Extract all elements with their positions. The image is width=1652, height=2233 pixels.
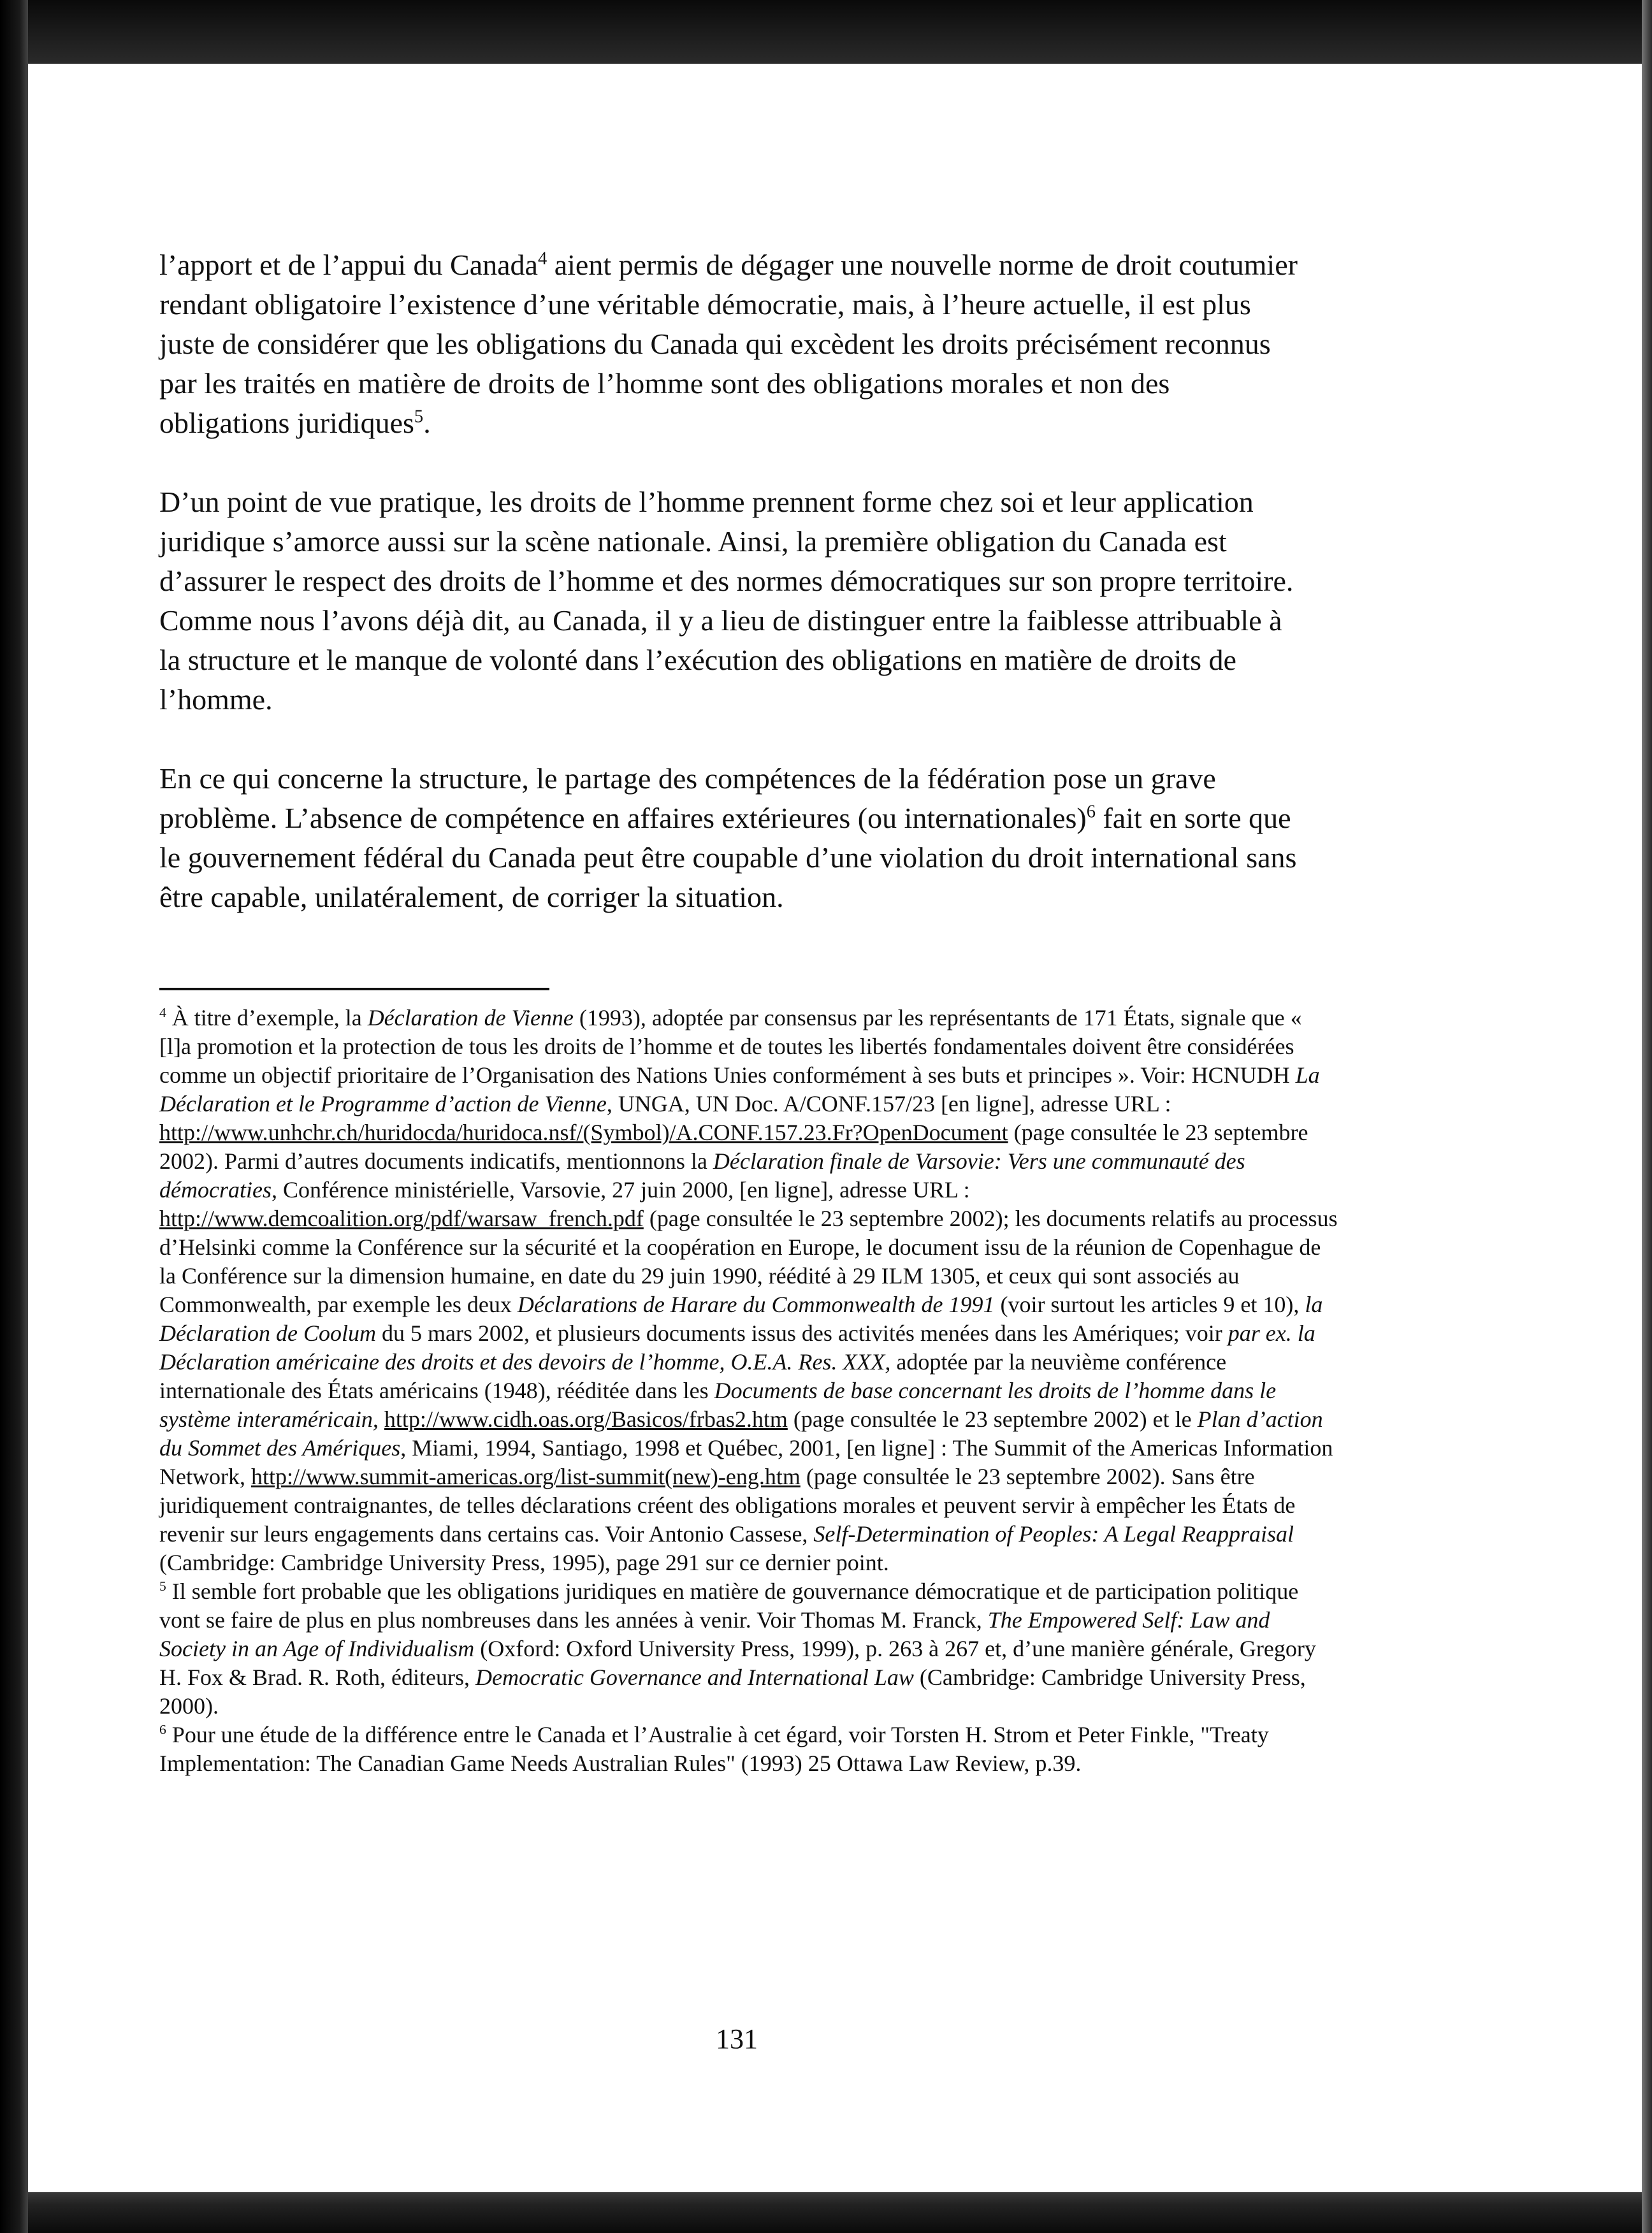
footnote-4 xyxy=(159,1004,1338,1577)
footnote-number: 6 xyxy=(159,1722,166,1737)
footnote-text: Il semble fort probable que les obligations juridiques en matière de gouvernance démocratique et de participation politique vont se faire de plus en plus nombreuses dans les années à venir. Voir Thomas M. Franck, xyxy=(159,1579,1299,1633)
footnote-title: Plan d’action du Sommet des Amériques xyxy=(159,1406,1323,1461)
footnote-title: Documents de base concernant les droits de l’homme dans le système interaméricain, xyxy=(159,1378,1277,1432)
paragraph-2: D’un point de vue pratique, les droits de l’homme prennent forme chez soi et leur application juridique s’amorce aussi sur la scène nationale. Ainsi, la première obligation du Canada est d’assurer le respect des droits de l’homme et des normes démocratiques sur son propre territoire. Comme nous l’avons déjà dit, au Canada, il y a lieu de distinguer entre la faiblesse attribuable à la structure et le manque de volonté dans l’exécution des obligations en matière de droits de l’homme. xyxy=(159,486,1294,716)
footnote-5 xyxy=(159,1577,1338,1721)
footnotes xyxy=(159,1004,1338,1778)
footnote-text: À titre d’exemple, la xyxy=(166,1005,368,1030)
footnote-separator xyxy=(159,988,549,990)
footnote-number: 4 xyxy=(159,1005,166,1020)
footnote-title: The Empowered Self: Law and Society in an Age of Individualism xyxy=(159,1607,1270,1661)
scan-edge-right xyxy=(1642,0,1652,2233)
paragraph-1 xyxy=(159,245,1300,443)
footnote-title: La Déclaration et le Programme d’action de Vienne xyxy=(159,1062,1320,1116)
footnote-ref-5: 5 xyxy=(414,407,424,427)
footnote-title: Democratic Governance and International Law xyxy=(475,1665,914,1690)
paragraph-1-end: . xyxy=(423,407,431,439)
footnote-title: Déclaration de Vienne xyxy=(367,1005,574,1030)
footnote-ref-4: 4 xyxy=(537,249,547,269)
page-number: 131 xyxy=(716,2023,758,2055)
paragraph-1-text-cont: aient permis de dégager une nouvelle norme de droit coutumier rendant obligatoire l’existence d’une véritable démocratie, mais, à l’heure actuelle, il est plus juste de considérer que les obligations du Canada qui excèdent les droits précisément reconnus par les traités en matière de droits de l’homme sont des obligations morales et non des obligations juridiques xyxy=(159,249,1298,439)
paragraph-3-text: En ce qui concerne la structure, le partage des compétences de la fédération pose un grave problème. L’absence de compétence en affaires extérieures (ou internationales) xyxy=(159,762,1216,834)
footnote-title: par ex. la Déclaration américaine des droits et des devoirs de l’homme, O.E.A. Res. XXX, xyxy=(159,1320,1315,1375)
footnote-text: (Oxford: Oxford University Press, 1999), p. 263 à 267 et, d’une manière générale, Gregory H. Fox & Brad. R. Roth, éditeurs, xyxy=(159,1636,1316,1690)
footnote-ref-6: 6 xyxy=(1086,802,1096,822)
footnote-text: (1993), adoptée par consensus par les représentants de 171 États, signale que « [l]a promotion et la protection de tous les droits de l’homme et de toutes les libertés fondamentales doivent être considérées comme un objectif prioritaire de l’Organisation des Nations Unies conformément à ses buts et principes ». Voir: HCNUDH xyxy=(159,1005,1302,1088)
scan-edge-top xyxy=(0,0,1652,64)
main-text xyxy=(159,245,1300,957)
footnote-text: (page consultée le 23 septembre 2002); les documents relatifs au processus d’Helsinki comme la Conférence sur la sécurité et la coopération en Europe, le document issu de la réunion de Copenhague de la Conférence sur la dimension humaine, en date du 29 juin 1990, réédité à 29 ILM 1305, et ceux qui sont associés au Commonwealth, par exemple les deux xyxy=(159,1206,1338,1317)
footnote-text: , Conférence ministérielle, Varsovie, 27 juin 2000, [en ligne], adresse URL : xyxy=(271,1177,970,1203)
footnote-title: Déclaration finale de Varsovie: Vers une communauté des démocraties xyxy=(159,1148,1245,1203)
footnote-text: (voir surtout les articles 9 et 10), xyxy=(994,1292,1305,1317)
footnote-text: (Cambridge: Cambridge University Press, 2000). xyxy=(159,1665,1306,1719)
footnote-text: du 5 mars 2002, et plusieurs documents issus des activités menées dans les Amériques; voir xyxy=(375,1320,1228,1346)
footnote-text: (page consultée le 23 septembre 2002). Parmi d’autres documents indicatifs, mentionnons la xyxy=(159,1120,1308,1174)
summit-americas-link[interactable]: http://www.summit-americas.org/list-summit(new)-eng.htm xyxy=(250,1464,801,1489)
unhchr-link[interactable]: http://www.unhchr.ch/huridocda/huridoca.nsf/(Symbol)/A.CONF.157.23.Fr?OpenDocument xyxy=(159,1120,1008,1145)
paragraph-1-text: l’apport et de l’appui du Canada xyxy=(159,249,538,281)
footnote-text: , UNGA, UN Doc. A/CONF.157/23 [en ligne], adresse URL : xyxy=(606,1091,1171,1116)
footnote-title: Self-Determination of Peoples: A Legal Reappraisal xyxy=(813,1521,1294,1547)
footnote-text: Pour une étude de la différence entre le Canada et l’Australie à cet égard, voir Torsten H. Strom et Peter Finkle, "Treaty Implementation: The Canadian Game Needs Australian Rules" (1993) 25 Ottawa Law Review, p.39. xyxy=(159,1722,1269,1776)
footnote-text: (page consultée le 23 septembre 2002). Sans être juridiquement contraignantes, de telles déclarations créent des obligations morales et peuvent servir à empêcher les États de revenir sur leurs engagements dans certains cas. Voir Antonio Cassese, xyxy=(159,1464,1296,1547)
paragraph-3-text-cont: fait en sorte que le gouvernement fédéral du Canada peut être coupable d’une violation du droit international sans être capable, unilatéralement, de corriger la situation. xyxy=(159,802,1297,913)
footnote-text: , Miami, 1994, Santiago, 1998 et Québec, 2001, [en ligne] : The Summit of the Americas Information Network, xyxy=(159,1435,1333,1489)
demcoalition-link[interactable]: http://www.demcoalition.org/pdf/warsaw_french.pdf xyxy=(159,1206,644,1231)
footnote-text: (page consultée le 23 septembre 2002) et le xyxy=(787,1406,1198,1432)
footnote-title: Déclarations de Harare du Commonwealth de 1991 xyxy=(517,1292,995,1317)
scan-edge-bottom xyxy=(0,2192,1652,2233)
cidh-link[interactable]: http://www.cidh.oas.org/Basicos/frbas2.htm xyxy=(384,1406,788,1432)
footnote-text: adoptée par la neuvième conférence internationale des États américains (1948), rééditée dans les xyxy=(159,1349,1227,1403)
footnote-title: la Déclaration de Coolum xyxy=(159,1292,1323,1346)
footnote-text: (Cambridge: Cambridge University Press, 1995), page 291 sur ce dernier point. xyxy=(159,1550,889,1575)
footnote-text xyxy=(379,1406,384,1432)
paragraph-3 xyxy=(159,759,1300,917)
scan-edge-left xyxy=(0,0,28,2233)
footnote-6 xyxy=(159,1721,1338,1778)
footnote-number: 5 xyxy=(159,1579,166,1594)
